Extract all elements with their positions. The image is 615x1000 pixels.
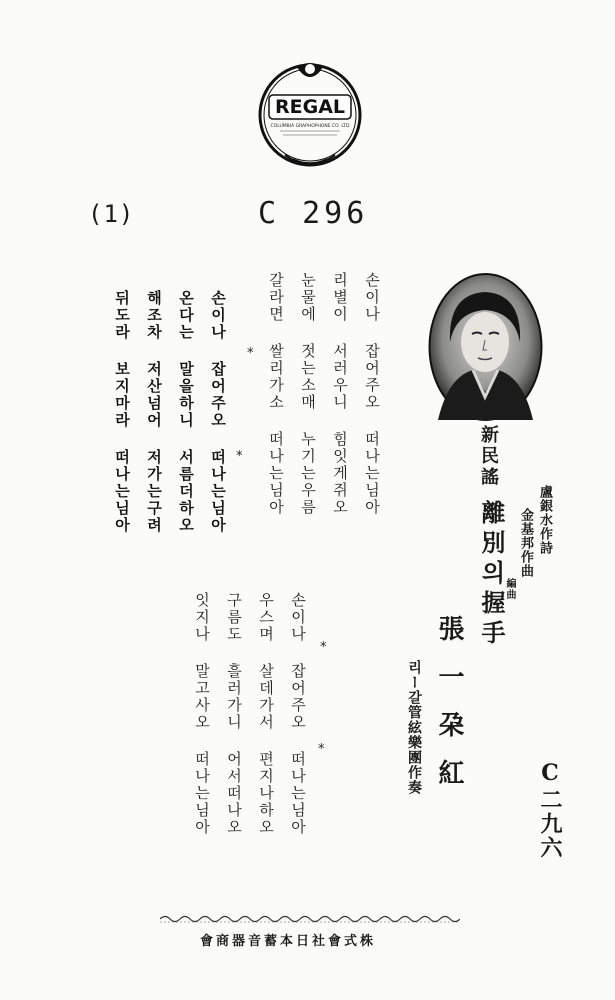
verse1-line4: 갈라면 쌀리가소 떠나는님아: [267, 272, 285, 516]
verse2-line1: 손이나 잡어주오 떠나는님아: [209, 290, 227, 534]
composer-credit: 金基邦作曲: [518, 508, 533, 578]
genre-label: 新民謠: [478, 425, 499, 488]
verse2-line3: 해조차 저산넘어 저가는구려: [145, 290, 163, 534]
verse2-line2: 온다는 말을하니 서름더하오: [177, 290, 195, 534]
regal-logo: [255, 55, 365, 170]
accompaniment-credit: 리ー갈管絃樂團作奏: [406, 660, 422, 795]
catalog-number: C 296: [258, 196, 369, 231]
verse2-line4: 뒤도라 보지마라 떠나는님아: [113, 290, 131, 534]
singer-portrait: [428, 272, 543, 422]
logo-seal-text: COLUMBIA GRAPHOPHONE CO. LTD: [270, 124, 350, 129]
verse1-line1: 손이나 잡어주오 떠나는님아: [363, 272, 381, 516]
verse3-line4: 잇지나 말고사오 떠나는님아: [193, 592, 211, 836]
catalog-number-vertical: C二九六: [537, 760, 563, 860]
verse3-line1: 손이나 잡어주오 떠나는님아: [289, 592, 307, 836]
star-mark: *: [318, 742, 325, 757]
star-mark: *: [320, 640, 327, 655]
verse1-line3: 눈물에 젓는소매 누기는우름: [299, 272, 317, 516]
singer-name: 張一朶紅: [434, 615, 464, 807]
page-number: (1): [88, 200, 135, 228]
star-mark: *: [236, 449, 243, 464]
star-mark: *: [247, 346, 254, 361]
publisher-name: 株式會社日本蓄音器商會: [200, 934, 377, 949]
lyricist-credit: 盧銀水作詩: [537, 485, 552, 555]
verse3-line2: 우스며 살데가서 편지나하오: [257, 592, 275, 836]
decorative-divider: [160, 914, 460, 924]
verse3-line3: 구름도 흘러가니 어서떠나오: [225, 592, 243, 836]
arranger-credit: 編曲: [504, 578, 515, 600]
song-title: 離別의握手: [477, 500, 506, 650]
verse1-line2: 리별이 서러우니 힘잇게쥐오: [331, 272, 349, 516]
logo-brand: REGAL: [274, 96, 346, 118]
